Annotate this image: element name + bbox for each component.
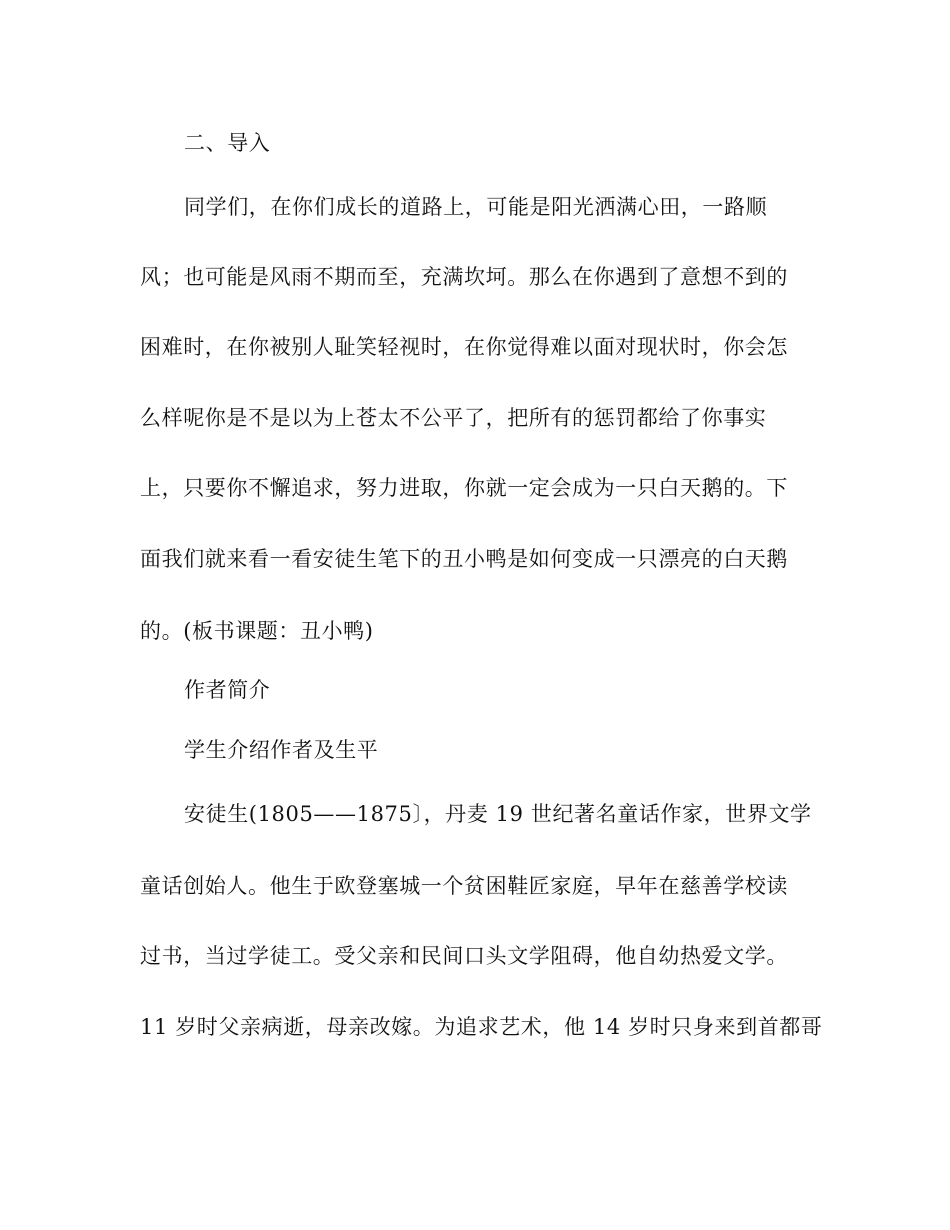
intro-paragraph-line-3: 困难时，在你被别人耻笑轻视时，在你觉得难以面对现状时，你会怎 (140, 335, 788, 359)
section-heading-author: 作者简介 (184, 678, 271, 702)
intro-paragraph-line-4: 么样呢你是不是以为上苍太不公平了，把所有的惩罚都给了你事实 (140, 406, 767, 430)
bio-paragraph-line-4: 11 岁时父亲病逝，母亲改嫁。为追求艺术，他 14 岁时只身来到首都哥 (140, 1015, 823, 1039)
bio-paragraph-line-1: 安徒生(1805——1875〕，丹麦 19 世纪著名童话作家，世界文学 (184, 802, 812, 826)
subheading-student-intro: 学生介绍作者及生平 (184, 738, 379, 762)
intro-paragraph-line-1: 同学们，在你们成长的道路上，可能是阳光洒满心田，一路顺 (184, 195, 768, 219)
intro-paragraph-line-2: 风；也可能是风雨不期而至，充满坎坷。那么在你遇到了意想不到的 (140, 265, 788, 289)
bio-paragraph-line-3: 过书，当过学徒工。受父亲和民间口头文学阻碍，他自幼热爱文学。 (140, 944, 788, 968)
intro-paragraph-line-7: 的。(板书课题：丑小鸭) (140, 619, 374, 643)
intro-paragraph-line-5: 上，只要你不懈追求，努力进取，你就一定会成为一只白天鹅的。下 (140, 476, 788, 500)
intro-paragraph-line-6: 面我们就来看一看安徒生笔下的丑小鸭是如何变成一只漂亮的白天鹅 (140, 547, 788, 571)
bio-paragraph-line-2: 童话创始人。他生于欧登塞城一个贫困鞋匠家庭，早年在慈善学校读 (140, 874, 788, 898)
section-heading-intro: 二、导入 (184, 131, 271, 155)
